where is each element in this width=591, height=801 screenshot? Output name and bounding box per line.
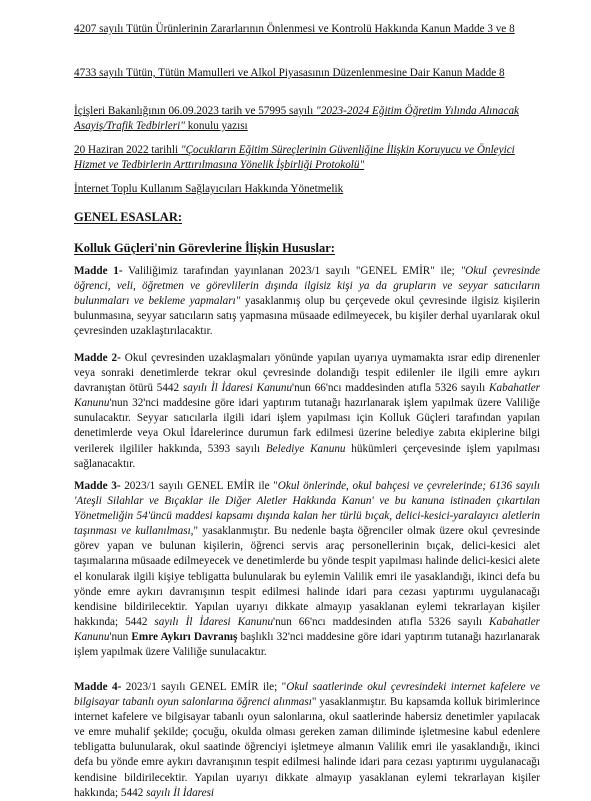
article-1: Madde 1- Valiliğimiz tarafından yayınlanan 2023/1 sayılı "GENEL EMİR" ile; "Okul çevresinde öğrenci, veli, öğretmen ve görevlilerin dışında ilgisiz kişi ya da grupların ve seyyar satıcıların bulunmaları ve bekleme yapmaları" yasaklanmış olup bu çerçevede okul çevresinde ilgisiz kişilerin bulunmasına, seyyar satıcıların satış yapmasına müsaade edilmeyecek, bu kişiler derhal uyarılarak okul çevresinden uzaklaştırılacaktır. — [74, 265, 540, 338]
article-2: Madde 2- Okul çevresinden uzaklaşmaları yönünde yapılan uyarıya uymamakta ısrar edip direnenler veya sonraki denetimlerde tekrar okul çevresinde dolandığı tespit edilenler ile ilgili emre aykırı davranıştan ötürü 5442 sayılı İl İdaresi Kanunu'nun 66'ncı maddesinden atıfla 5326 sayılı Kabahatler Kanunu'nun 32'nci maddesine göre idari yaptırım tutanağı hazırlanarak işlem yapılmak üzere Valiliğe sunulacaktır. Seyyar satıcılarla ilgili idari işlem yapılması için Kolluk Güçleri tarafından yapılan denetimlerde veya Okul İdarelerince durumun fark edilmesi üzerine belediye zabıta ekiplerine bilgi verilerek ilgililer hakkında, 5393 sayılı Belediye Kanunu hükümleri çerçevesinde işlem yapılması sağlanacaktır. — [74, 352, 541, 470]
article-3: Madde 3- 2023/1 sayılı GENEL EMİR ile "Okul önlerinde, okul bahçesi ve çevrelerinde; 6136 sayılı 'Ateşli Silahlar ve Bıçaklar ile Diğer Aletler Hakkında Kanun' ve bu kanuna istinaden çıkartılan Yönetmeliğin 54'üncü maddesi kapsamı dışında kalan her türlü bıçak, delici-kesici-yaralayıcı aletlerin taşınması ve kullanılması," yasaklanmıştır. Bu nedenle başta öğrenciler olmak üzere okul çevresinde görev yapan ve bulunan kişilerin, öğrenci servis araç personellerinin bıçak, delici-kesici alet taşımalarına müsaade edilmeyecek ve denetimlerde bu yönde tespit yapılması halinde delici-kesici alete el konularak ilgili kişiye tebligatta bulunularak bu eylemin Valilik emri ile yasaklandığı, ikinci defa bu yönde emre aykırı davranışının tespit edilmesi halinde idari para cezası yaptırımı uygulanacağı kendisine bildirilecektir. Yapılan uyarıyı dikkate almayıp yasaklanan eylemi tekrarlayan kişiler hakkında; 5442 sayılı İl İdaresi Kanunu'nun 66'ncı maddesinden atıfla 5326 sayılı Kabahatler Kanunu'nun Emre Aykırı Davranış başlıklı 32'nci maddesine göre idari yaptırım tutanağı hazırlanarak işlem yapılmak üzere Valiliğe sunulacaktır. — [74, 480, 541, 659]
reference-law-4207: 4207 sayılı Tütün Ürünlerinin Zararlarının Önlenmesi ve Kontrolü Hakkında Kanun Madde 3 ve 8 — [74, 23, 515, 35]
reference-regulation: İnternet Toplu Kullanım Sağlayıcıları Hakkında Yönetmelik — [74, 183, 344, 195]
article-label: Madde 3- — [74, 480, 121, 492]
article-4: Madde 4- 2023/1 sayılı GENEL EMİR ile; "Okul saatlerinde okul çevresindeki internet kafelere ve bilgisayar tabanlı oyun salonlarına öğrenci alınması" yasaklanmıştır. Bu kapsamda kolluk birimlerince internet kafelere ve bilgisayar tabanlı oyun salonlarına, okul saatlerinde habersiz denetimler yapılacak ve emre muhalif şekilde; çocuğu, okulda olması gereken zaman diliminde işletmesine kabul edenlere tebligatta bulunularak, okul saatinde öğrenciyi işletmeye almanın Valilik emri ile yasaklandığı, ikinci defa bu yönde emre aykırı davranışının tespit edilmesi halinde idari para cezası yaptırımı uygulanacağı kendisine bildirilecektir. Yapılan uyarıyı dikkate almayıp yasaklanan eylemi tekrarlayan kişiler hakkında; 5442 sayılı İl İdaresi — [74, 681, 541, 799]
article-label: Madde 1- — [74, 265, 123, 277]
section-title: GENEL ESASLAR: — [74, 210, 183, 224]
reference-ministry-letter: İçişleri Bakanlığının 06.09.2023 tarih ve 57995 sayılı "2023-2024 Eğitim Öğretim Yılında Alınacak Asayiş/Trafik Tedbirleri" konulu yazısı — [74, 105, 519, 132]
reference-law-4733: 4733 sayılı Tütün, Tütün Mamulleri ve Alkol Piyasasının Düzenlenmesine Dair Kanun Madde 8 — [74, 67, 505, 79]
reference-protocol: 20 Haziran 2022 tarihli "Çocukların Eğitim Süreçlerinin Güvenliğine İlişkin Koruyucu ve Önleyici Hizmet ve Tedbirlerin Arttırılmasına Yönelik İşbirliği Protokolü" — [74, 144, 515, 171]
subsection-title: Kolluk Güçleri'nin Görevlerine İlişkin Hususlar: — [74, 241, 335, 255]
article-label: Madde 2- — [74, 352, 121, 364]
article-label: Madde 4- — [74, 681, 122, 693]
